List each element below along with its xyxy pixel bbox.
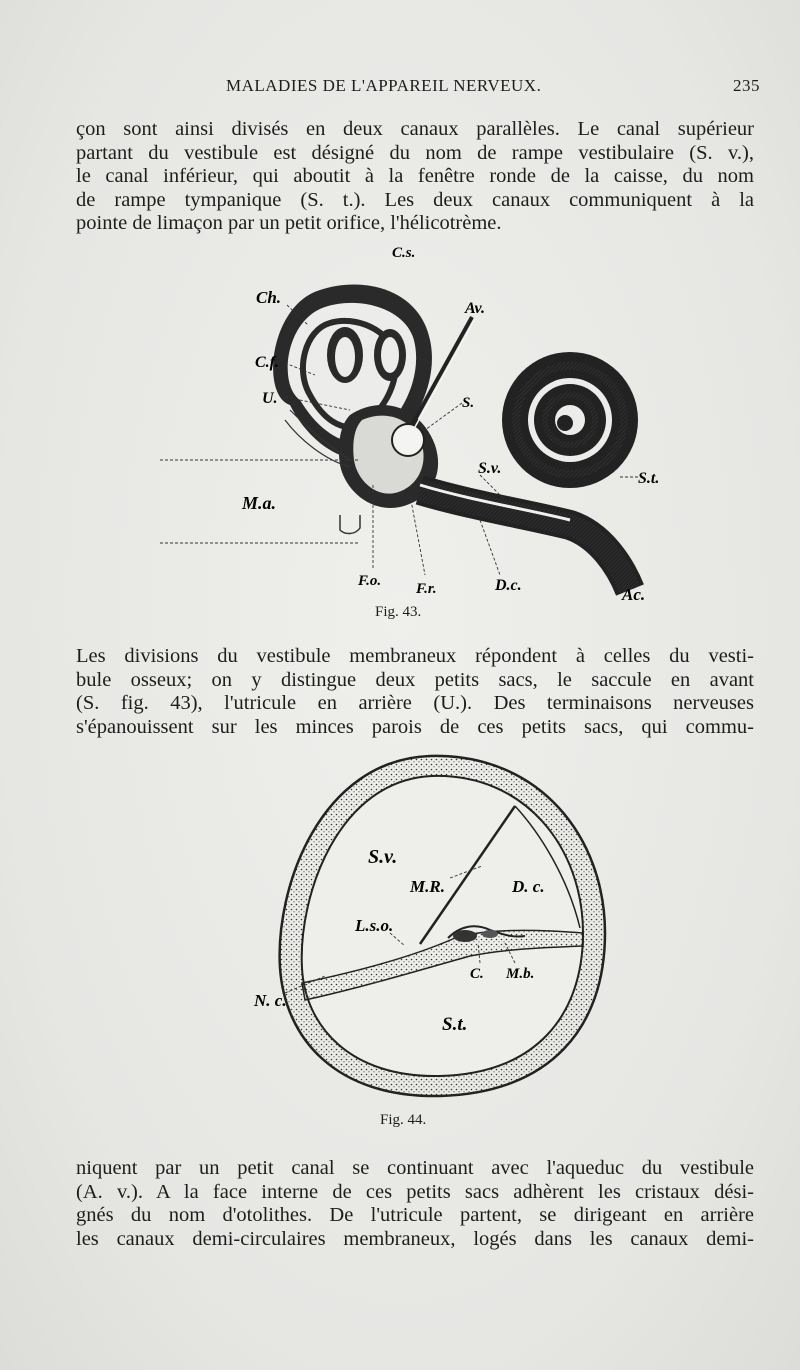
text-line: de rampe tympanique (S. t.). Les deux canaux communiquent à la: [76, 188, 754, 211]
label-sv: S.v.: [368, 846, 398, 868]
cochlea-spiral: [502, 352, 638, 488]
label-dc: D.c.: [495, 577, 522, 594]
text-line: (A. v.). A la face interne de ces petits sacs adhèrent les cristaux dési-: [76, 1180, 754, 1203]
label-sv: S.v.: [478, 460, 502, 477]
label-dc: D. c.: [512, 877, 545, 896]
paragraph-cochlea-canals: [76, 118, 754, 236]
figure-44-cochlea-section: [250, 748, 630, 1108]
figure-43-caption: Fig. 43.: [375, 604, 422, 620]
text-line: (S. fig. 43), l'utricule en arrière (U.). Des terminaisons nerveuses: [76, 692, 754, 714]
paragraph-vestibule: [76, 645, 754, 739]
label-c: C.: [470, 966, 484, 982]
running-title: MALADIES DE L'APPAREIL NERVEUX.: [226, 76, 542, 95]
text-line: s'épanouissent sur les minces parois de ces petits sacs, qui commu-: [76, 715, 754, 738]
label-ma: M.a.: [242, 493, 277, 513]
label-ch: Ch.: [256, 288, 282, 307]
label-cf: C.f.: [255, 354, 279, 371]
text-line: bule osseux; on y distingue deux petits sacs, le saccule en avant: [76, 668, 754, 691]
running-header: [76, 76, 760, 102]
label-cs: C.s.: [392, 245, 416, 261]
text-line: çon sont ainsi divisés en deux canaux parallèles. Le canal supérieur: [76, 118, 754, 140]
label-mr: M.R.: [410, 877, 445, 896]
text-line: Les divisions du vestibule membraneux répondent à celles du vesti-: [76, 645, 754, 667]
label-s: S.: [462, 395, 475, 411]
label-u: U.: [262, 390, 278, 407]
text-line: pointe de limaçon par un petit orifice, l'hélicotrème.: [76, 212, 502, 234]
label-mb: M.b.: [506, 966, 535, 982]
label-av: Av.: [465, 300, 485, 317]
label-st: S.t.: [638, 470, 660, 487]
cochlea-duct: [420, 485, 630, 590]
text-line: le canal inférieur, qui aboutit à la fenêtre ronde de la caisse, du nom: [76, 165, 754, 187]
text-line: les canaux demi-circulaires membraneux, logés dans les canaux demi-: [76, 1227, 754, 1250]
figure-44-caption: Fig. 44.: [380, 1112, 427, 1128]
text-line: niquent par un petit canal se continuant avec l'aqueduc du vestibule: [76, 1157, 754, 1179]
label-fo: F.o.: [358, 573, 382, 589]
label-st: S.t.: [442, 1014, 468, 1035]
label-nc: N. c.: [254, 991, 287, 1010]
label-lso: L.s.o.: [355, 916, 394, 935]
label-ac: Ac.: [622, 585, 646, 604]
paragraph-otoliths: [76, 1157, 754, 1251]
label-fr: F.r.: [416, 581, 437, 597]
figure-43-inner-ear: [150, 245, 670, 605]
bony-wall: [280, 756, 605, 1096]
page-number: 235: [733, 76, 760, 95]
text-line: partant du vestibule est désigné du nom de rampe vestibulaire (S. v.),: [76, 141, 754, 164]
text-line: gnés du nom d'otolithes. De l'utricule partent, se dirigeant en arrière: [76, 1204, 754, 1226]
